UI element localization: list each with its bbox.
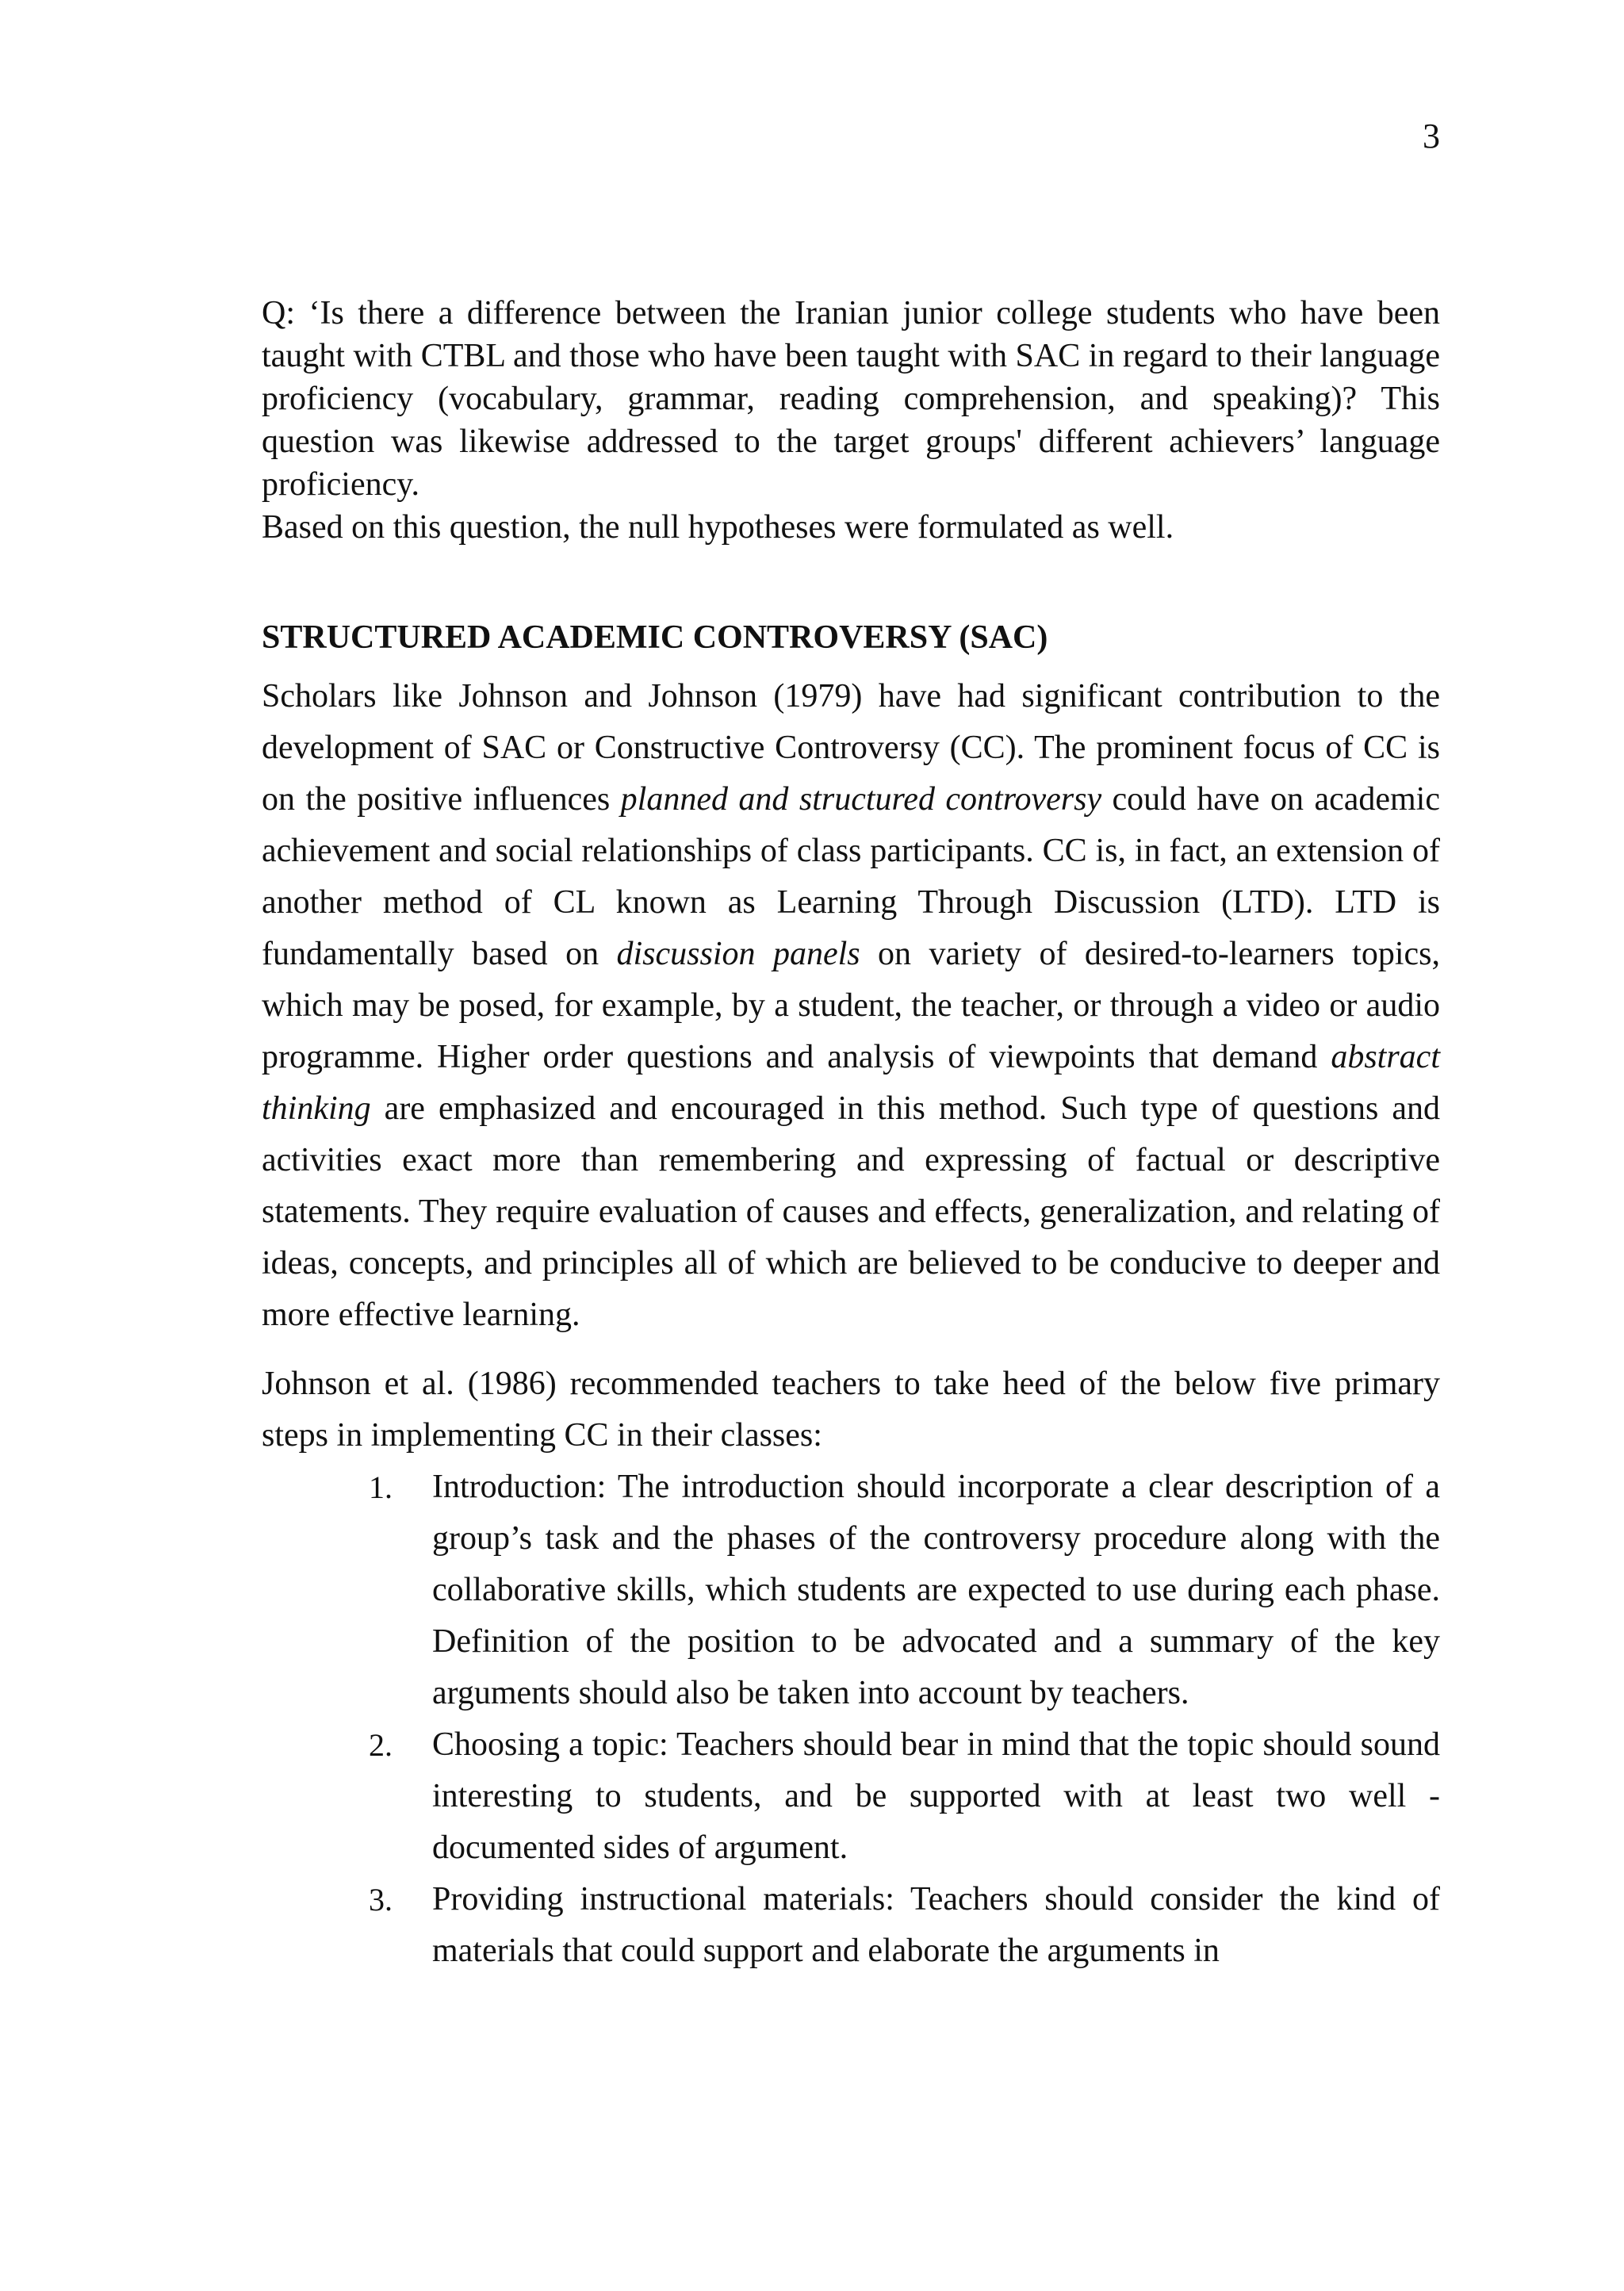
hypothesis-note: Based on this question, the null hypotheses were formulated as well. [262, 509, 1174, 546]
page-content [262, 292, 1440, 1977]
steps-list [262, 1462, 1440, 1977]
list-item-number: 1. [369, 1469, 393, 1505]
sac-text-part-4: are emphasized and encouraged in this method. Such type of questions and activities exact more than remembering and expressing of factual or descriptive statements. They require evaluation of causes and effects, generalization, and relating of ideas, concepts, and principles all of which are believed to be conducive to deeper and more effective learning. [262, 1090, 1440, 1333]
sac-paragraph [262, 671, 1440, 1341]
sac-emphasis-1: planned and structured controversy [620, 781, 1102, 818]
sac-emphasis-2: discussion panels [616, 936, 860, 972]
section-heading: STRUCTURED ACADEMIC CONTROVERSY (SAC) [262, 619, 1048, 656]
list-item-number: 2. [369, 1727, 393, 1763]
sac-text-part-2: could have on academic achievement and social relationships of class participants. CC is, in fact, an extension of another method of CL known as Learning Through Discussion (LTD). LTD is fundamentally based on [262, 781, 1440, 972]
list-item [262, 1462, 1440, 1719]
sac-emphasis-3: abstract thinking [262, 1039, 1440, 1127]
steps-intro-paragraph: Johnson et al. (1986) recommended teachers to take heed of the below five primary steps in implementing CC in their classes: [262, 1366, 1440, 1454]
page-number: 3 [1423, 117, 1440, 155]
list-item [262, 1719, 1440, 1874]
list-item [262, 1874, 1440, 1977]
list-item-text: Providing instructional materials: Teachers should consider the kind of materials that could support and elaborate the arguments in [432, 1881, 1440, 1969]
sac-text-part-3: on variety of desired-to-learners topics, which may be posed, for example, by a student, the teacher, or through a video or audio programme. Higher order questions and analysis of viewpoints that demand [262, 936, 1440, 1075]
research-question: Q: ‘Is there a difference between the Iranian junior college students who have been taught with CTBL and those who have been taught with SAC in regard to their language proficiency (vocabulary, grammar, reading comprehension, and speaking)? This question was likewise addressed to the target groups' different achievers’ language proficiency. [262, 295, 1440, 503]
list-item-text: Choosing a topic: Teachers should bear in mind that the topic should sound interesting to students, and be supported with at least two well - documented sides of argument. [432, 1726, 1440, 1866]
list-item-text: Introduction: The introduction should incorporate a clear description of a group’s task and the phases of the controversy procedure along with the collaborative skills, which students are expected to use during each phase. Definition of the position to be advocated and a summary of the key arguments should also be taken into account by teachers. [432, 1469, 1440, 1711]
list-item-number: 3. [369, 1882, 393, 1917]
sac-text-part-1: Scholars like Johnson and Johnson (1979) have had significant contribution to the development of SAC or Constructive Controversy (CC). The prominent focus of CC is on the positive influences [262, 678, 1440, 818]
